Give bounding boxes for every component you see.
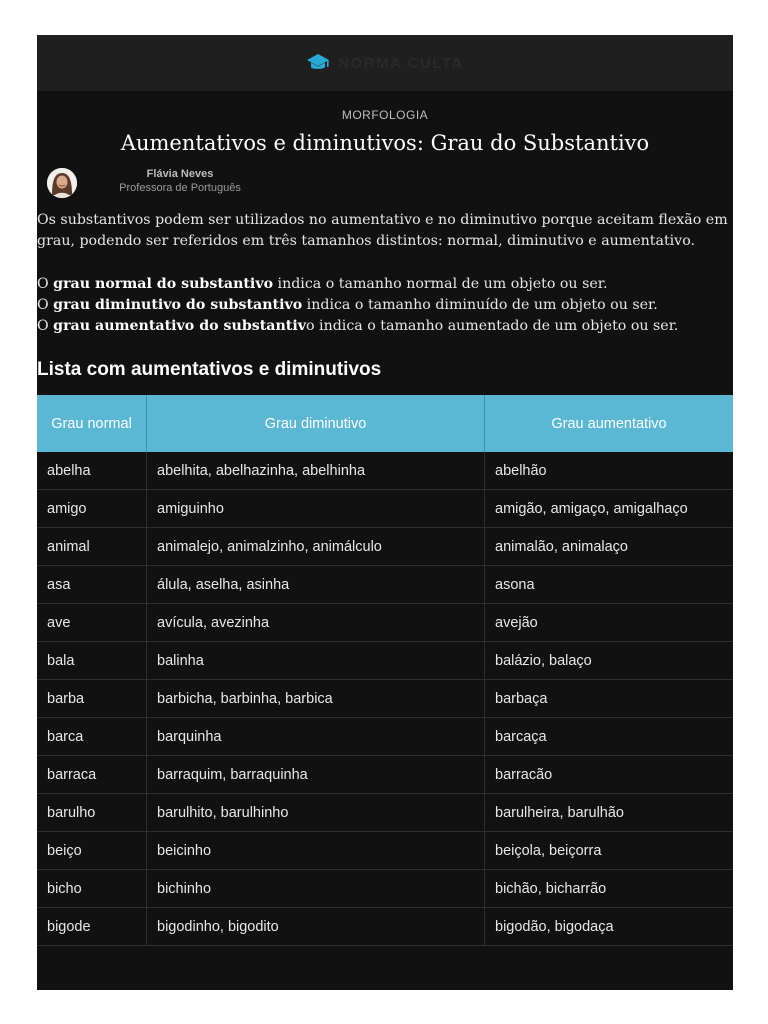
cell-augmentative: avejão bbox=[485, 604, 734, 642]
cell-normal: barulho bbox=[37, 794, 147, 832]
header-augmentative: Grau aumentativo bbox=[485, 395, 734, 452]
definitions-paragraph bbox=[37, 274, 733, 337]
header-normal: Grau normal bbox=[37, 395, 147, 452]
cell-diminutive: barraquim, barraquinha bbox=[147, 756, 485, 794]
table-row bbox=[37, 528, 733, 566]
cell-diminutive: amiguinho bbox=[147, 490, 485, 528]
cell-diminutive: bigodinho, bigodito bbox=[147, 908, 485, 946]
cell-diminutive: avícula, avezinha bbox=[147, 604, 485, 642]
cell-augmentative: bigodão, bigodaça bbox=[485, 908, 734, 946]
definition-diminutive: O grau diminutivo do substantivo indica o tamanho diminuído de um objeto ou ser. bbox=[37, 297, 658, 313]
cell-augmentative: barracão bbox=[485, 756, 734, 794]
table-row bbox=[37, 718, 733, 756]
table-row bbox=[37, 908, 733, 946]
table-row bbox=[37, 832, 733, 870]
cell-diminutive: balinha bbox=[147, 642, 485, 680]
cell-normal: asa bbox=[37, 566, 147, 604]
cell-diminutive: abelhita, abelhazinha, abelhinha bbox=[147, 452, 485, 490]
cell-normal: abelha bbox=[37, 452, 147, 490]
definition-augmentative: O grau aumentativo do substantivo indica o tamanho aumentado de um objeto ou ser. bbox=[37, 318, 679, 334]
cell-augmentative: animalão, animalaço bbox=[485, 528, 734, 566]
cell-normal: bala bbox=[37, 642, 147, 680]
author-byline bbox=[37, 167, 733, 201]
cell-normal: barca bbox=[37, 718, 147, 756]
table-row bbox=[37, 604, 733, 642]
cell-diminutive: barquinha bbox=[147, 718, 485, 756]
site-header bbox=[37, 35, 733, 91]
cell-normal: beiço bbox=[37, 832, 147, 870]
list-heading: Lista com aumentativos e diminutivos bbox=[37, 359, 382, 380]
header-diminutive: Grau diminutivo bbox=[147, 395, 485, 452]
cell-normal: amigo bbox=[37, 490, 147, 528]
definition-normal: O grau normal do substantivo indica o tamanho normal de um objeto ou ser. bbox=[37, 276, 608, 292]
author-name[interactable]: Flávia Neves bbox=[146, 168, 214, 180]
cell-normal: barba bbox=[37, 680, 147, 718]
page-title: Aumentativos e diminutivos: Grau do Substantivo bbox=[120, 131, 650, 155]
author-role: Professora de Português bbox=[119, 182, 241, 194]
cell-augmentative: bichão, bicharrão bbox=[485, 870, 734, 908]
article-page bbox=[37, 35, 733, 990]
article-category[interactable]: MORFOLOGIA bbox=[341, 108, 429, 122]
cell-normal: bigode bbox=[37, 908, 147, 946]
cell-diminutive: bichinho bbox=[147, 870, 485, 908]
table-row bbox=[37, 490, 733, 528]
cell-augmentative: beiçola, beiçorra bbox=[485, 832, 734, 870]
cell-augmentative: amigão, amigaço, amigalhaço bbox=[485, 490, 734, 528]
cell-normal: animal bbox=[37, 528, 147, 566]
cell-augmentative: asona bbox=[485, 566, 734, 604]
table-row bbox=[37, 642, 733, 680]
cell-augmentative: barcaça bbox=[485, 718, 734, 756]
cell-diminutive: beicinho bbox=[147, 832, 485, 870]
cell-augmentative: barulheira, barulhão bbox=[485, 794, 734, 832]
cell-augmentative: abelhão bbox=[485, 452, 734, 490]
author-info bbox=[115, 168, 245, 194]
cell-diminutive: álula, aselha, asinha bbox=[147, 566, 485, 604]
table-row bbox=[37, 680, 733, 718]
cell-augmentative: balázio, balaço bbox=[485, 642, 734, 680]
cell-diminutive: barulhito, barulhinho bbox=[147, 794, 485, 832]
cell-augmentative: barbaça bbox=[485, 680, 734, 718]
cell-normal: barraca bbox=[37, 756, 147, 794]
site-logo-text[interactable]: NORMA CULTA bbox=[338, 54, 464, 72]
intro-paragraph: Os substantivos podem ser utilizados no aumentativo e no diminutivo porque aceitam flexão em grau, podendo ser referidos em três tamanhos distintos: normal, diminutivo e aumentativo. bbox=[37, 212, 728, 249]
cell-normal: ave bbox=[37, 604, 147, 642]
cell-diminutive: animalejo, animalzinho, animálculo bbox=[147, 528, 485, 566]
table-row bbox=[37, 794, 733, 832]
table-body bbox=[37, 452, 733, 946]
cell-diminutive: barbicha, barbinha, barbica bbox=[147, 680, 485, 718]
cell-normal: bicho bbox=[37, 870, 147, 908]
table-row bbox=[37, 756, 733, 794]
table-row bbox=[37, 452, 733, 490]
table-row bbox=[37, 870, 733, 908]
degree-table bbox=[37, 395, 733, 946]
table-header-row bbox=[37, 395, 733, 452]
avatar[interactable] bbox=[47, 168, 77, 198]
table-row bbox=[37, 566, 733, 604]
graduation-cap-icon[interactable] bbox=[306, 53, 330, 73]
